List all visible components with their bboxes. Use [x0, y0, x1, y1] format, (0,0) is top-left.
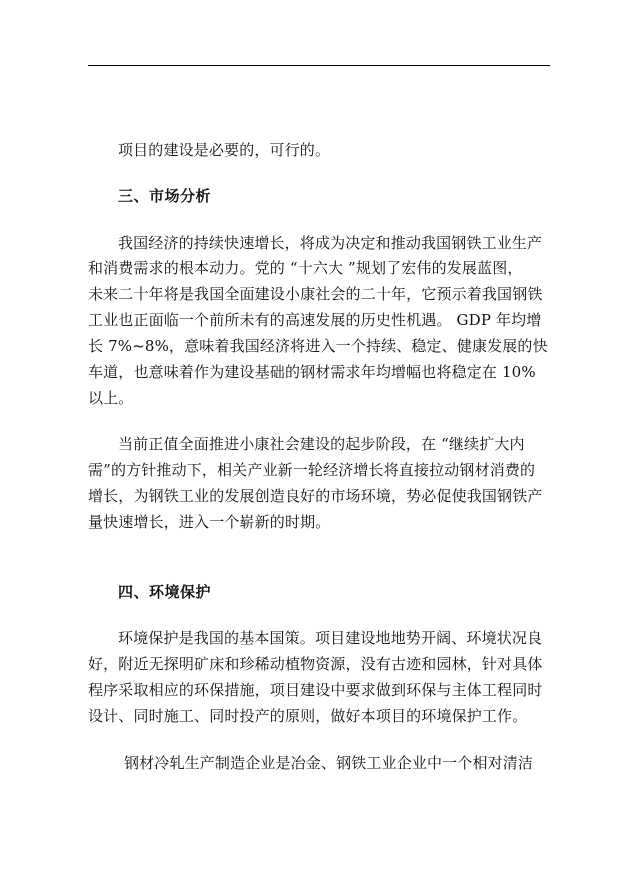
paragraph-line: 车道，也意味着作为建设基础的钢材需求年均增幅也将稳定在 10% — [88, 363, 536, 381]
section-heading-environmental-protection: 四、环境保护 — [118, 583, 212, 601]
paragraph-line: 环境保护是我国的基本国策。项目建设地地势开阔、环境状况良 — [118, 629, 543, 647]
paragraph-line: 项目的建设是必要的，可行的。 — [118, 141, 331, 159]
paragraph-line: 增长，为钢铁工业的发展创造良好的市场环境，势必促使我国钢铁产 — [88, 487, 543, 505]
paragraph-line: 钢材冷轧生产制造企业是冶金、钢铁工业企业中一个相对清洁 — [124, 754, 534, 772]
paragraph-line: 工业也正面临一个前所未有的高速发展的历史性机遇。 GDP 年均增 — [88, 311, 542, 329]
header-rule — [88, 65, 550, 66]
paragraph-line: 好，附近无探明矿床和珍稀动植物资源，没有古迹和园林，针对具体 — [88, 655, 543, 673]
paragraph-line: 以上。 — [88, 389, 134, 407]
paragraph-line: 长 7%~8%，意味着我国经济将进入一个持续、稳定、健康发展的快 — [88, 337, 548, 355]
paragraph-line: 我国经济的持续快速增长，将成为决定和推动我国钢铁工业生产 — [118, 234, 543, 252]
section-heading-market-analysis: 三、市场分析 — [118, 187, 212, 205]
paragraph-line: 需”的方针推动下，相关产业新一轮经济增长将直接拉动钢材消费的 — [88, 461, 536, 479]
paragraph-line: 未来二十年将是我国全面建设小康社会的二十年，它预示着我国钢铁 — [88, 285, 543, 303]
paragraph-line: 程序采取相应的环保措施，项目建设中要求做到环保与主体工程同时 — [88, 681, 543, 699]
paragraph-line: 量快速增长，进入一个崭新的时期。 — [88, 513, 331, 531]
paragraph-line: 当前正值全面推进小康社会建设的起步阶段，在 “继续扩大内 — [118, 435, 525, 453]
paragraph-line: 设计、同时施工、同时投产的原则，做好本项目的环境保护工作。 — [88, 707, 528, 725]
paragraph-line: 和消费需求的根本动力。党的 “十六大 ”规划了宏伟的发展蓝图， — [88, 259, 523, 277]
